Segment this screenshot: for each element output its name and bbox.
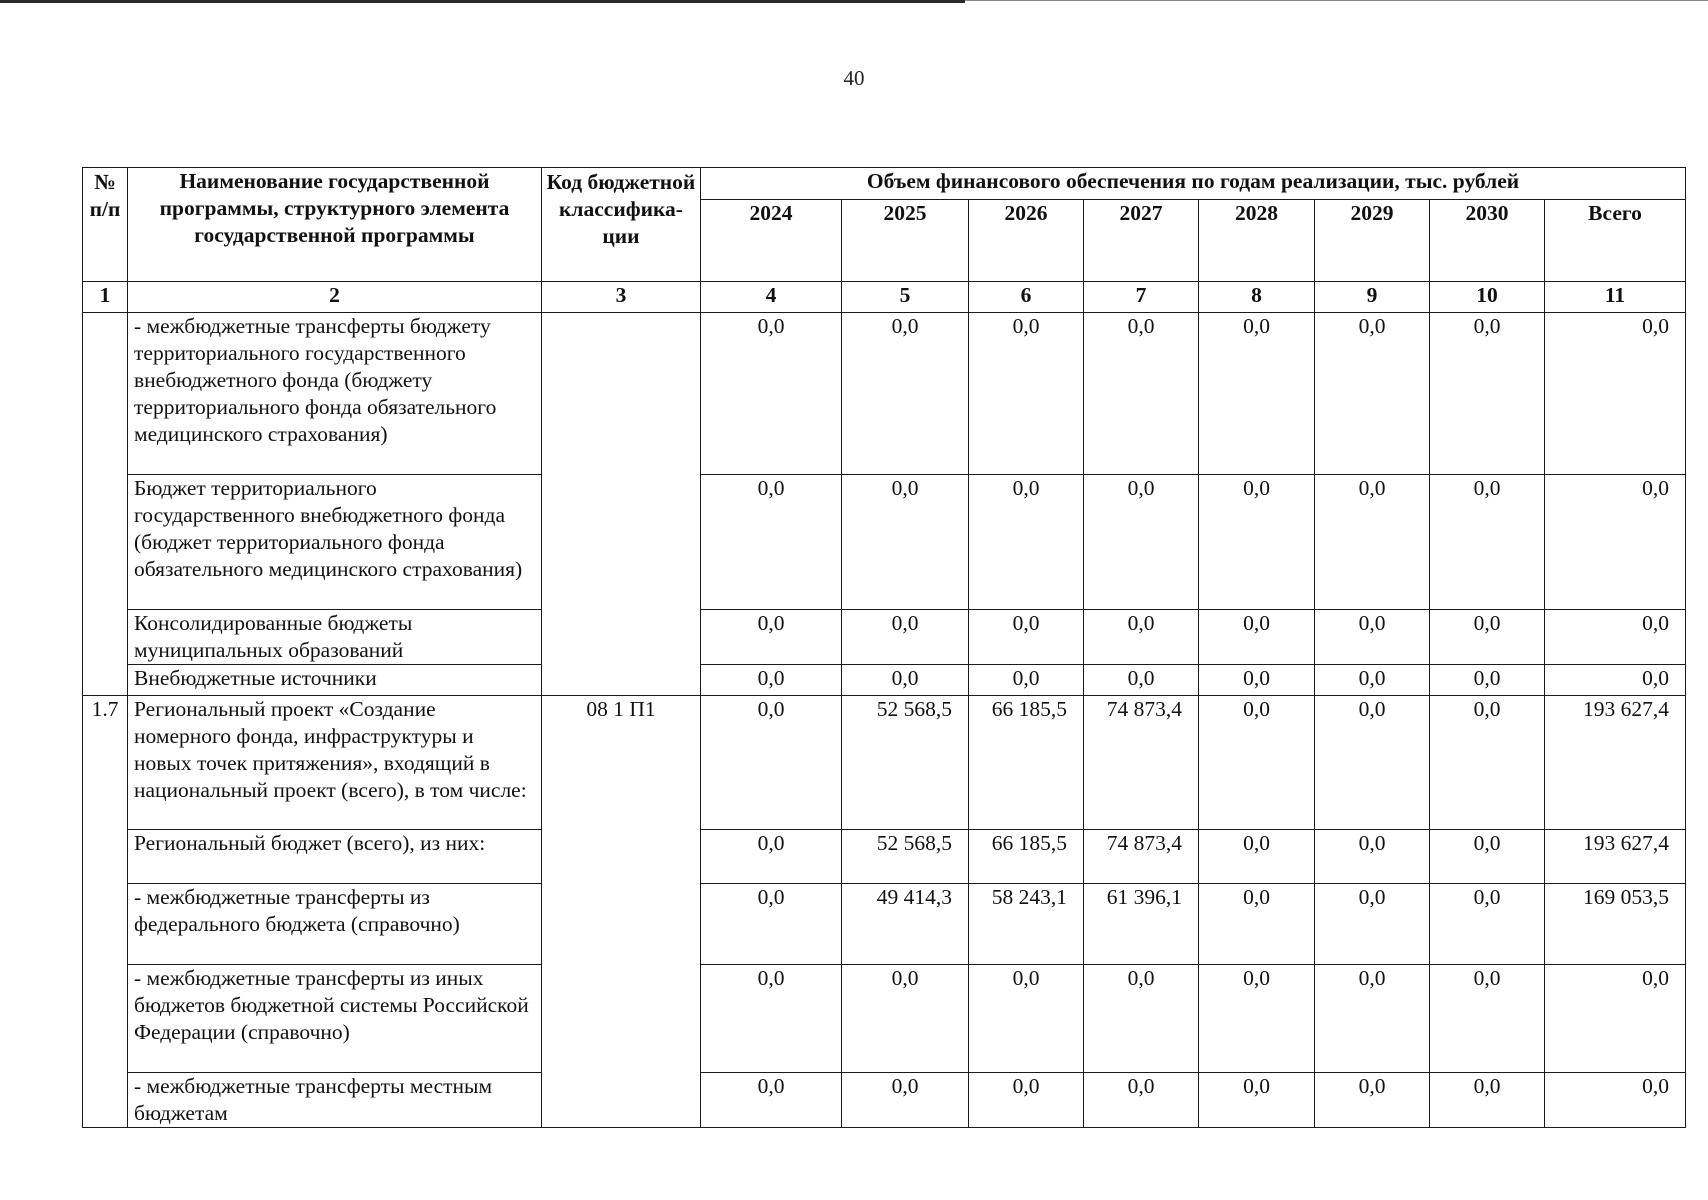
- page-number: 40: [843, 66, 865, 90]
- row-budget-code: [542, 313, 701, 696]
- column-number: 9: [1315, 282, 1430, 313]
- header-row-1: [83, 168, 1686, 200]
- value-2027: 0,0: [1084, 313, 1199, 475]
- value-2028: 0,0: [1199, 884, 1315, 965]
- value-2027: 0,0: [1084, 965, 1199, 1073]
- table-row: [83, 884, 1686, 965]
- value-2025: 0,0: [842, 665, 969, 696]
- value-2030: 0,0: [1430, 665, 1545, 696]
- value-total: 193 627,4: [1545, 830, 1686, 884]
- value-2030: 0,0: [1430, 830, 1545, 884]
- value-total: 0,0: [1545, 965, 1686, 1073]
- value-2026: 66 185,5: [969, 830, 1084, 884]
- top-border-line-thin: [965, 0, 1708, 1]
- header-col-no: № п/п: [83, 168, 128, 282]
- value-total: 0,0: [1545, 313, 1686, 475]
- column-number: 8: [1199, 282, 1315, 313]
- value-total: 0,0: [1545, 665, 1686, 696]
- value-total: 0,0: [1545, 610, 1686, 665]
- value-2029: 0,0: [1315, 610, 1430, 665]
- row-name: - межбюджетные трансферты местным бюджетам: [128, 1073, 542, 1128]
- table-row: [83, 313, 1686, 475]
- row-name: Внебюджетные источники: [128, 665, 542, 696]
- header-col-volume: Объем финансового обеспечения по годам реализации, тыс. рублей: [701, 168, 1686, 200]
- column-number: 6: [969, 282, 1084, 313]
- value-2025: 52 568,5: [842, 830, 969, 884]
- value-2024: 0,0: [701, 1073, 842, 1128]
- row-name: Региональный проект «Создание номерного фонда, инфраструктуры и новых точек притяжения», входящий в национальный проект (всего), в том числе:: [128, 696, 542, 830]
- value-2027: 0,0: [1084, 665, 1199, 696]
- header-year-2029: 2029: [1315, 200, 1430, 282]
- value-2029: 0,0: [1315, 696, 1430, 830]
- column-number: 7: [1084, 282, 1199, 313]
- table-row: [83, 1073, 1686, 1128]
- value-2027: 74 873,4: [1084, 830, 1199, 884]
- value-2029: 0,0: [1315, 475, 1430, 610]
- value-2028: 0,0: [1199, 475, 1315, 610]
- value-2030: 0,0: [1430, 475, 1545, 610]
- header-year-2030: 2030: [1430, 200, 1545, 282]
- value-2027: 0,0: [1084, 475, 1199, 610]
- row-name: - межбюджетные трансферты бюджету территориального государственного внебюджетного фонда (бюджету территориального фонда обязательного медицинского страхования): [128, 313, 542, 475]
- header-col-code: Код бюджетной классифика-ции: [542, 168, 701, 282]
- header-year-2026: 2026: [969, 200, 1084, 282]
- header-year-2025: 2025: [842, 200, 969, 282]
- header-year-2027: 2027: [1084, 200, 1199, 282]
- value-2030: 0,0: [1430, 884, 1545, 965]
- value-2025: 0,0: [842, 313, 969, 475]
- header-total: Всего: [1545, 200, 1686, 282]
- value-2026: 0,0: [969, 665, 1084, 696]
- table-row: [83, 965, 1686, 1073]
- header-col-name: Наименование государственной программы, структурного элемента государственной программы: [128, 168, 542, 282]
- value-2030: 0,0: [1430, 313, 1545, 475]
- value-2025: 52 568,5: [842, 696, 969, 830]
- value-total: 169 053,5: [1545, 884, 1686, 965]
- value-2024: 0,0: [701, 696, 842, 830]
- value-2026: 58 243,1: [969, 884, 1084, 965]
- value-2026: 0,0: [969, 313, 1084, 475]
- value-2028: 0,0: [1199, 1073, 1315, 1128]
- table-row: [83, 475, 1686, 610]
- row-name: Региональный бюджет (всего), из них:: [128, 830, 542, 884]
- value-2029: 0,0: [1315, 665, 1430, 696]
- value-2029: 0,0: [1315, 1073, 1430, 1128]
- value-2025: 0,0: [842, 610, 969, 665]
- table-row: [83, 696, 1686, 830]
- row-name: Бюджет территориального государственного внебюджетного фонда (бюджет территориального фонда обязательного медицинского страхования): [128, 475, 542, 610]
- value-2030: 0,0: [1430, 696, 1545, 830]
- value-total: 193 627,4: [1545, 696, 1686, 830]
- value-2024: 0,0: [701, 665, 842, 696]
- value-2030: 0,0: [1430, 965, 1545, 1073]
- value-2028: 0,0: [1199, 965, 1315, 1073]
- value-2025: 0,0: [842, 475, 969, 610]
- value-2025: 0,0: [842, 965, 969, 1073]
- value-2024: 0,0: [701, 884, 842, 965]
- column-number: 11: [1545, 282, 1686, 313]
- value-2026: 0,0: [969, 1073, 1084, 1128]
- column-number: 1: [83, 282, 128, 313]
- value-2030: 0,0: [1430, 1073, 1545, 1128]
- row-name: - межбюджетные трансферты из федерального бюджета (справочно): [128, 884, 542, 965]
- row-name: Консолидированные бюджеты муниципальных образований: [128, 610, 542, 665]
- row-number: [83, 313, 128, 696]
- value-2029: 0,0: [1315, 830, 1430, 884]
- value-total: 0,0: [1545, 475, 1686, 610]
- value-2026: 0,0: [969, 610, 1084, 665]
- row-number: 1.7: [83, 696, 128, 1128]
- value-total: 0,0: [1545, 1073, 1686, 1128]
- value-2027: 61 396,1: [1084, 884, 1199, 965]
- value-2029: 0,0: [1315, 965, 1430, 1073]
- value-2026: 0,0: [969, 965, 1084, 1073]
- value-2024: 0,0: [701, 965, 842, 1073]
- value-2026: 66 185,5: [969, 696, 1084, 830]
- value-2028: 0,0: [1199, 313, 1315, 475]
- value-2030: 0,0: [1430, 610, 1545, 665]
- top-border-line: [0, 0, 965, 3]
- row-budget-code: 08 1 П1: [542, 696, 701, 1128]
- value-2024: 0,0: [701, 313, 842, 475]
- table-row: [83, 610, 1686, 665]
- table-row: [83, 665, 1686, 696]
- column-number: 3: [542, 282, 701, 313]
- column-number: 2: [128, 282, 542, 313]
- value-2029: 0,0: [1315, 884, 1430, 965]
- value-2024: 0,0: [701, 830, 842, 884]
- column-number: 5: [842, 282, 969, 313]
- header-column-numbers: [83, 282, 1686, 313]
- value-2029: 0,0: [1315, 313, 1430, 475]
- row-name: - межбюджетные трансферты из иных бюджетов бюджетной системы Российской Федерации (справочно): [128, 965, 542, 1073]
- financing-table: [82, 167, 1686, 1128]
- column-number: 4: [701, 282, 842, 313]
- value-2024: 0,0: [701, 610, 842, 665]
- value-2025: 0,0: [842, 1073, 969, 1128]
- value-2026: 0,0: [969, 475, 1084, 610]
- value-2027: 0,0: [1084, 1073, 1199, 1128]
- value-2028: 0,0: [1199, 830, 1315, 884]
- value-2025: 49 414,3: [842, 884, 969, 965]
- value-2027: 74 873,4: [1084, 696, 1199, 830]
- value-2028: 0,0: [1199, 696, 1315, 830]
- value-2027: 0,0: [1084, 610, 1199, 665]
- header-year-2024: 2024: [701, 200, 842, 282]
- column-number: 10: [1430, 282, 1545, 313]
- value-2024: 0,0: [701, 475, 842, 610]
- table-row: [83, 830, 1686, 884]
- header-year-2028: 2028: [1199, 200, 1315, 282]
- value-2028: 0,0: [1199, 665, 1315, 696]
- value-2028: 0,0: [1199, 610, 1315, 665]
